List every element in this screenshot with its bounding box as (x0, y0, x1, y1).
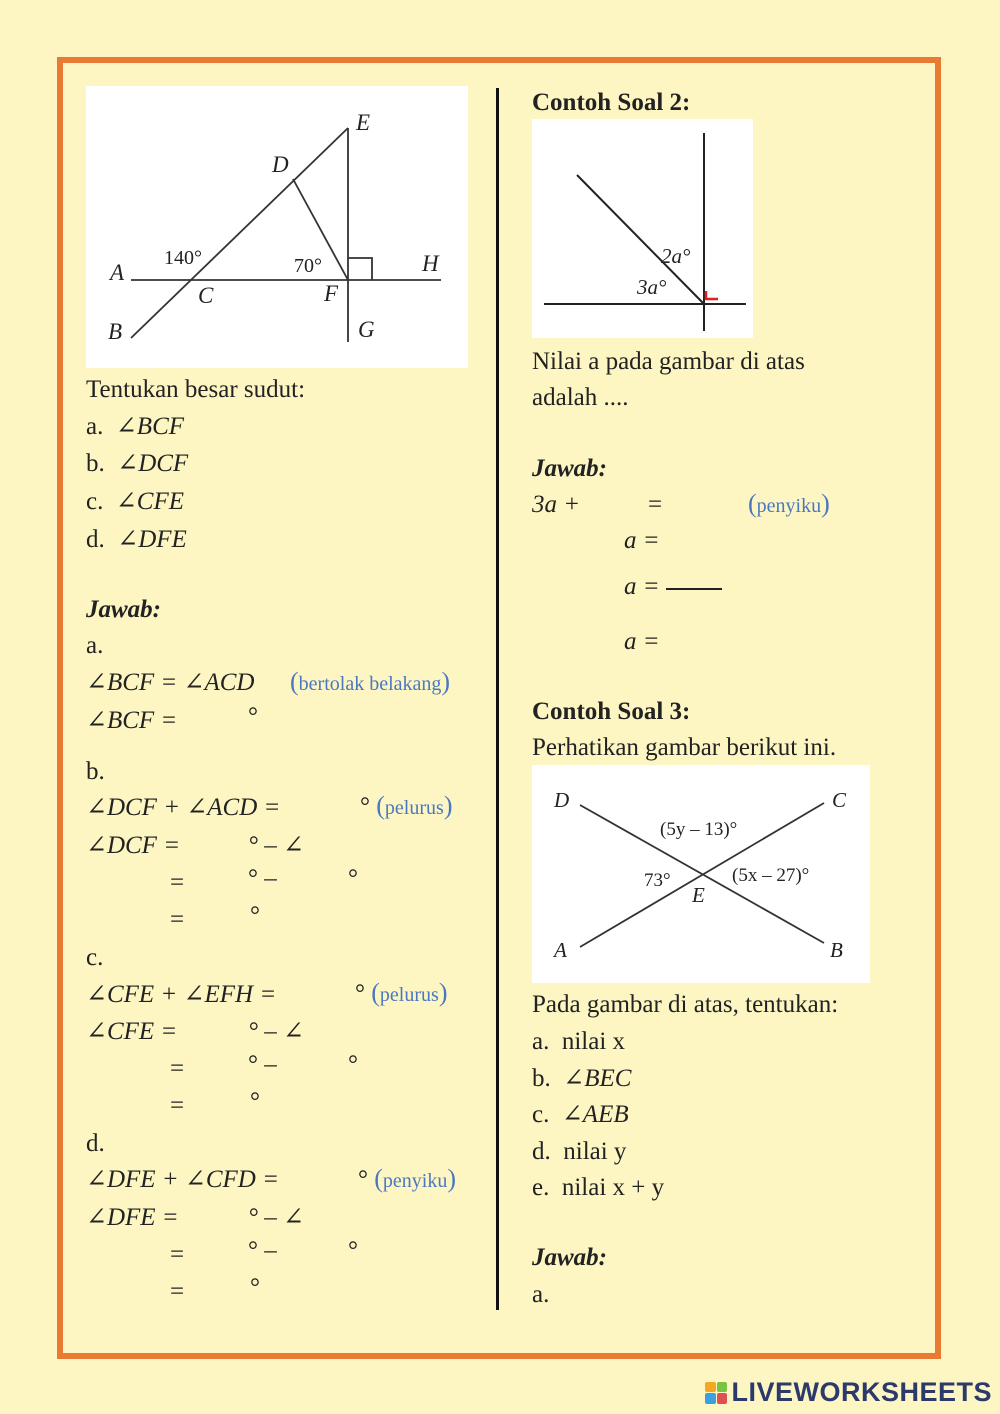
expr: ∠BCF (115, 413, 185, 440)
answer-d-line4: = (170, 1278, 185, 1305)
soal3-intro: Perhatikan gambar berikut ini. (532, 734, 837, 761)
answer-a-letter: a. (86, 632, 104, 659)
degree: ° (250, 1274, 260, 1301)
expr: ∠DCF (117, 450, 189, 477)
letter: a. (532, 1028, 550, 1055)
soal3-jawab: Jawab: (532, 1244, 607, 1271)
note-penyiku: penyiku (756, 495, 822, 517)
angle-140: 140° (164, 247, 202, 269)
angle-70: 70° (294, 255, 322, 277)
figure-angles-2 (532, 119, 753, 338)
answer-b-letter: b. (86, 758, 105, 785)
answer-b-line2: ∠DCF = (86, 832, 181, 859)
soal3-prompt: Pada gambar di atas, tentukan: (532, 991, 839, 1018)
paren-close: ) (443, 791, 453, 820)
degree: ° (250, 1088, 260, 1115)
expr: ∠CFE (115, 488, 185, 515)
degree: ° (348, 1237, 358, 1264)
paren-open: ( (374, 1164, 383, 1193)
minus-angle: ° – ∠ (248, 1204, 304, 1231)
text: nilai x + y (561, 1174, 665, 1201)
note-pelurus: pelurus (379, 984, 439, 1006)
question-a (86, 414, 184, 439)
soal2-eq1-left: 3a + (532, 491, 581, 518)
note-pelurus: pelurus (384, 797, 444, 819)
question-d (86, 527, 187, 552)
angle-top: (5y – 13)° (660, 819, 738, 840)
degree: ° (248, 703, 258, 730)
paren-open: ( (371, 978, 380, 1007)
answer-b-note (360, 793, 452, 819)
soal2-eq1-equals: = (648, 491, 663, 518)
angle-left: 73° (644, 870, 671, 891)
brand-text: LIVEWORKSHEETS (731, 1377, 992, 1407)
degree: ° (348, 865, 358, 892)
label-B: B (108, 319, 123, 344)
soal2-question-line1: Nilai a pada gambar di atas (532, 348, 805, 375)
column-divider (496, 88, 499, 1310)
soal3-item-d (532, 1139, 626, 1164)
answer-c-letter: c. (86, 944, 104, 971)
soal2-eq2: a = (624, 527, 660, 554)
label-D: D (554, 788, 570, 812)
question-c (86, 489, 184, 514)
soal3-title: Contoh Soal 3: (532, 698, 691, 725)
degree: ° (358, 1166, 368, 1193)
paren-close: ) (821, 489, 830, 518)
text: ∠AEB (561, 1101, 629, 1128)
soal2-question-line2: adalah .... (532, 384, 629, 411)
answer-d-line3: = (170, 1241, 185, 1268)
minus-angle: ° – ∠ (248, 1018, 304, 1045)
note-penyiku: penyiku (382, 1170, 448, 1192)
answer-d-letter: d. (86, 1130, 105, 1157)
paren-close: ) (447, 1164, 457, 1193)
letter: c. (86, 488, 104, 515)
note-bertolak-belakang: bertolak belakang (298, 673, 442, 695)
soal2-title: Contoh Soal 2: (532, 89, 691, 116)
text: nilai x (561, 1028, 626, 1055)
label-G: G (358, 317, 375, 342)
letter: d. (532, 1138, 551, 1165)
label-B: B (830, 938, 843, 962)
soal2-jawab: Jawab: (532, 455, 607, 482)
paren-open: ( (290, 667, 299, 696)
liveworksheets-logo (705, 1377, 992, 1408)
degree: ° (360, 793, 370, 820)
answer-d-line1: ∠DFE + ∠CFD = (86, 1166, 279, 1193)
paren-close: ) (441, 667, 451, 696)
jawab-heading: Jawab: (86, 596, 161, 623)
label-E: E (356, 110, 371, 135)
liveworksheets-icon (705, 1382, 727, 1404)
text: nilai y (563, 1138, 627, 1165)
letter: a. (86, 413, 104, 440)
right-angle-mark (706, 291, 718, 299)
label-D: D (272, 152, 289, 177)
letter: c. (532, 1101, 550, 1128)
text: ∠BEC (563, 1065, 632, 1092)
prompt: Tentukan besar sudut: (86, 376, 306, 403)
answer-d-note (358, 1166, 456, 1192)
soal2-eq1-note (748, 491, 830, 517)
question-b (86, 451, 188, 476)
eq3-text: a = (624, 573, 660, 600)
fraction-bar (666, 586, 722, 590)
minus: ° – (248, 865, 277, 892)
answer-b-line3: = (170, 869, 185, 896)
answer-a-note (290, 669, 450, 695)
answer-d-line2: ∠DFE = (86, 1204, 179, 1231)
angle-2a: 2a° (661, 244, 691, 268)
minus-angle: ° – ∠ (248, 832, 304, 859)
letter: b. (532, 1065, 551, 1092)
soal3-item-b (532, 1066, 631, 1091)
degree: ° (348, 1051, 358, 1078)
figure-angles-1 (86, 86, 468, 368)
letter: d. (86, 526, 105, 553)
soal3-answer-a: a. (532, 1281, 550, 1308)
soal3-item-a (532, 1029, 625, 1054)
answer-c-note (355, 980, 447, 1006)
soal3-item-e (532, 1175, 664, 1200)
answer-a-line2: ∠BCF = (86, 707, 178, 734)
label-F: F (324, 281, 339, 306)
answer-b-line1: ∠DCF + ∠ACD = (86, 794, 281, 821)
paren-open: ( (376, 791, 385, 820)
label-A: A (110, 260, 125, 285)
label-H: H (422, 251, 439, 276)
soal2-eq4: a = (624, 628, 660, 655)
minus: ° – (248, 1051, 277, 1078)
letter: b. (86, 450, 105, 477)
answer-c-line3: = (170, 1055, 185, 1082)
label-E: E (692, 883, 705, 907)
answer-c-line1: ∠CFE + ∠EFH = (86, 981, 277, 1008)
label-C: C (832, 788, 847, 812)
answer-a-line1: ∠BCF = ∠ACD (86, 669, 255, 696)
paren-close: ) (438, 978, 448, 1007)
answer-c-line2: ∠CFE = (86, 1018, 178, 1045)
answer-b-line4: = (170, 906, 185, 933)
soal2-eq3 (624, 574, 722, 599)
soal3-item-c (532, 1102, 629, 1127)
paren-open: ( (748, 489, 757, 518)
label-C: C (198, 283, 214, 308)
figure-intersecting-lines (532, 765, 870, 983)
degree: ° (355, 980, 365, 1007)
degree: ° (250, 902, 260, 929)
letter: e. (532, 1174, 550, 1201)
angle-right: (5x – 27)° (732, 865, 810, 886)
answer-c-line4: = (170, 1092, 185, 1119)
expr: ∠DFE (117, 526, 187, 553)
minus: ° – (248, 1237, 277, 1264)
angle-3a: 3a° (637, 275, 667, 299)
label-A: A (554, 938, 567, 962)
